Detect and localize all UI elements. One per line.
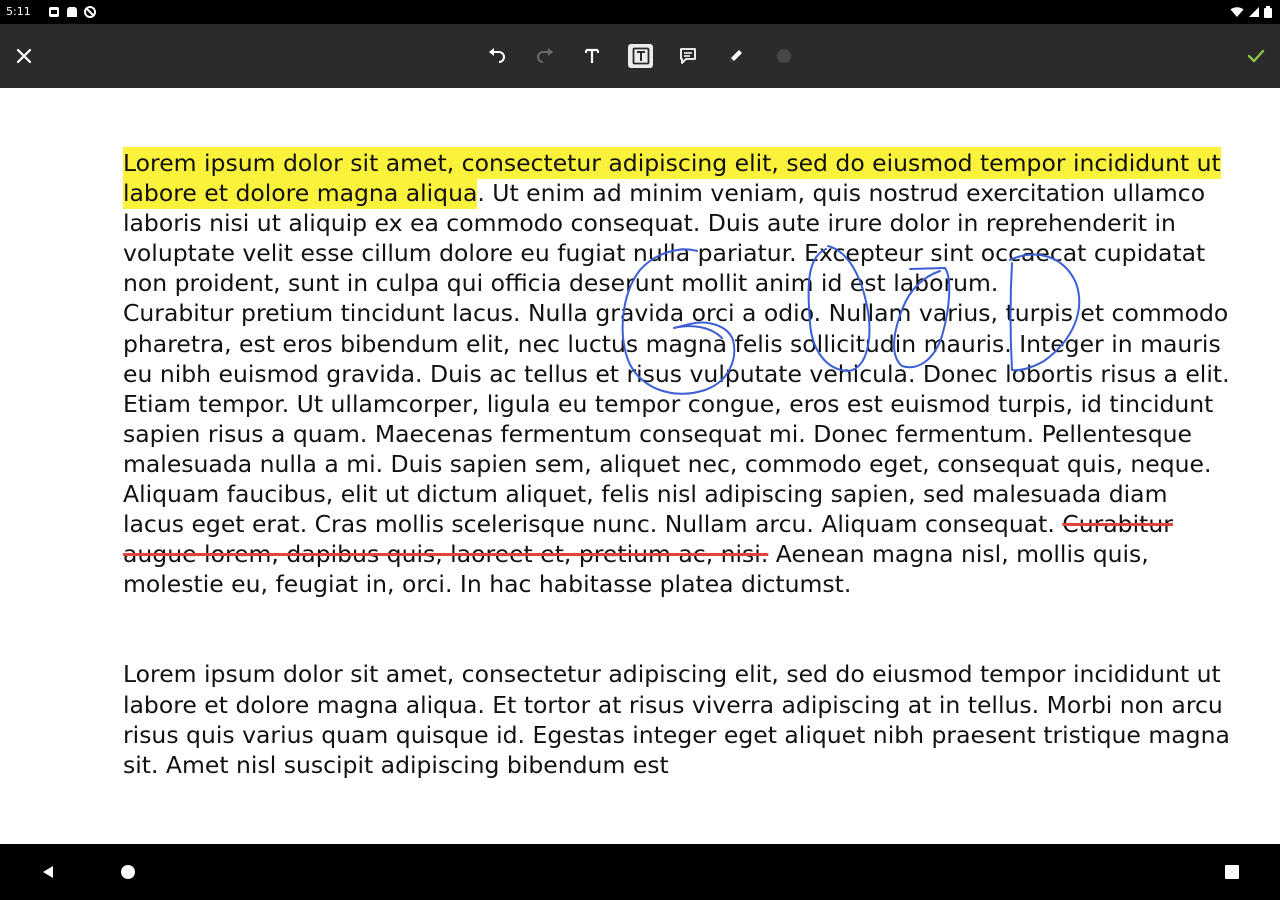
notification-icon	[48, 6, 60, 18]
undo-icon	[486, 45, 508, 67]
back-icon	[40, 864, 56, 880]
document-page[interactable]	[0, 88, 1280, 844]
pen-icon	[727, 47, 745, 65]
redo-button[interactable]	[533, 44, 557, 68]
document-text	[123, 148, 1233, 780]
pen-tool-button[interactable]	[724, 44, 748, 68]
text-box-tool-button[interactable]	[628, 44, 653, 68]
editor-toolbar	[0, 24, 1280, 88]
strikethrough-text[interactable]: Curabitur augue lorem, dapibus quis, laoreet et, pretium ac, nisi.	[123, 510, 1173, 569]
undo-button[interactable]	[485, 44, 509, 68]
recents-button[interactable]	[1220, 860, 1244, 884]
signal-icon	[1248, 6, 1260, 18]
color-picker-button[interactable]	[772, 44, 796, 68]
text-tool-button[interactable]	[580, 44, 604, 68]
redo-icon	[534, 45, 556, 67]
check-icon	[1246, 46, 1266, 66]
sd-card-icon	[66, 6, 78, 18]
paragraph-3: Lorem ipsum dolor sit amet, consectetur adipiscing elit, sed do eiusmod tempor incididunt ut labore et dolore magna aliqua. Et tortor at risus viverra adipiscing at in tellus. Morbi non arcu risus quis varius quam quisque id. Egestas integer eget aliquet nibh praesent tristique magna sit. Amet nisl suscipit adipiscing bibendum est	[123, 660, 1230, 779]
color-dot-icon	[776, 48, 792, 64]
system-icons	[1230, 5, 1272, 19]
back-button[interactable]	[36, 860, 60, 884]
confirm-button[interactable]	[1244, 44, 1268, 68]
paragraph-2-tail: Aenean magna nisl, mollis quis, molestie eu, feugiat in, orci. In hac habitasse platea dictumst.	[123, 540, 1149, 599]
home-button[interactable]	[116, 860, 140, 884]
close-icon	[16, 48, 32, 64]
paragraph-1-rest: . Ut enim ad minim veniam, quis nostrud exercitation ullamco laboris nisi ut aliquip ex ea commodo consequat. Duis aute irure dolor in reprehenderit in voluptate velit esse cillum dolore eu fugiat nulla pariatur. Excepteur sint occaecat cupidatat non proident, sunt in culpa qui officia deserunt mollit anim id est laborum.	[123, 179, 1206, 298]
highlighted-text[interactable]: Lorem ipsum dolor sit amet, consectetur adipiscing elit, sed do eiusmod tempor incididunt ut labore et dolore magna aliqua	[123, 149, 1221, 208]
paragraph-2-text: Curabitur pretium tincidunt lacus. Nulla gravida orci a odio. Nullam varius, turpis et commodo pharetra, est eros bibendum elit, nec luctus magna felis sollicitudin mauris. Integer in mauris eu nibh euismod gravida. Duis ac tellus et risus vulputate vehicula. Donec lobortis risus a elit. Etiam tempor. Ut ullamcorper, ligula eu tempor congue, eros est euismod turpis, id tincidunt sapien risus a quam. Maecenas fermentum consequat mi. Donec fermentum. Pellentesque malesuada nulla a mi. Duis sapien sem, aliquet nec, commodo eget, consequat quis, neque. Aliquam faucibus, elit ut dictum aliquet, felis nisl adipiscing sapien, sed malesuada diam lacus eget erat. Cras mollis scelerisque nunc. Nullam arcu. Aliquam consequat.	[123, 299, 1230, 539]
comment-tool-button[interactable]	[676, 44, 700, 68]
textbox-icon	[632, 47, 650, 65]
text-icon	[583, 47, 601, 65]
navigation-bar	[0, 844, 1280, 900]
battery-icon	[1264, 6, 1272, 18]
wifi-icon	[1230, 6, 1244, 18]
comment-icon	[679, 47, 697, 65]
blocked-icon	[84, 6, 96, 18]
close-button[interactable]	[12, 44, 36, 68]
status-time: 5:11	[6, 5, 31, 18]
recents-icon	[1224, 864, 1240, 880]
home-icon	[120, 864, 136, 880]
paragraph-2	[123, 298, 1233, 599]
status-bar	[0, 0, 1280, 24]
paragraph-1	[123, 148, 1233, 298]
notification-icons	[48, 5, 96, 19]
